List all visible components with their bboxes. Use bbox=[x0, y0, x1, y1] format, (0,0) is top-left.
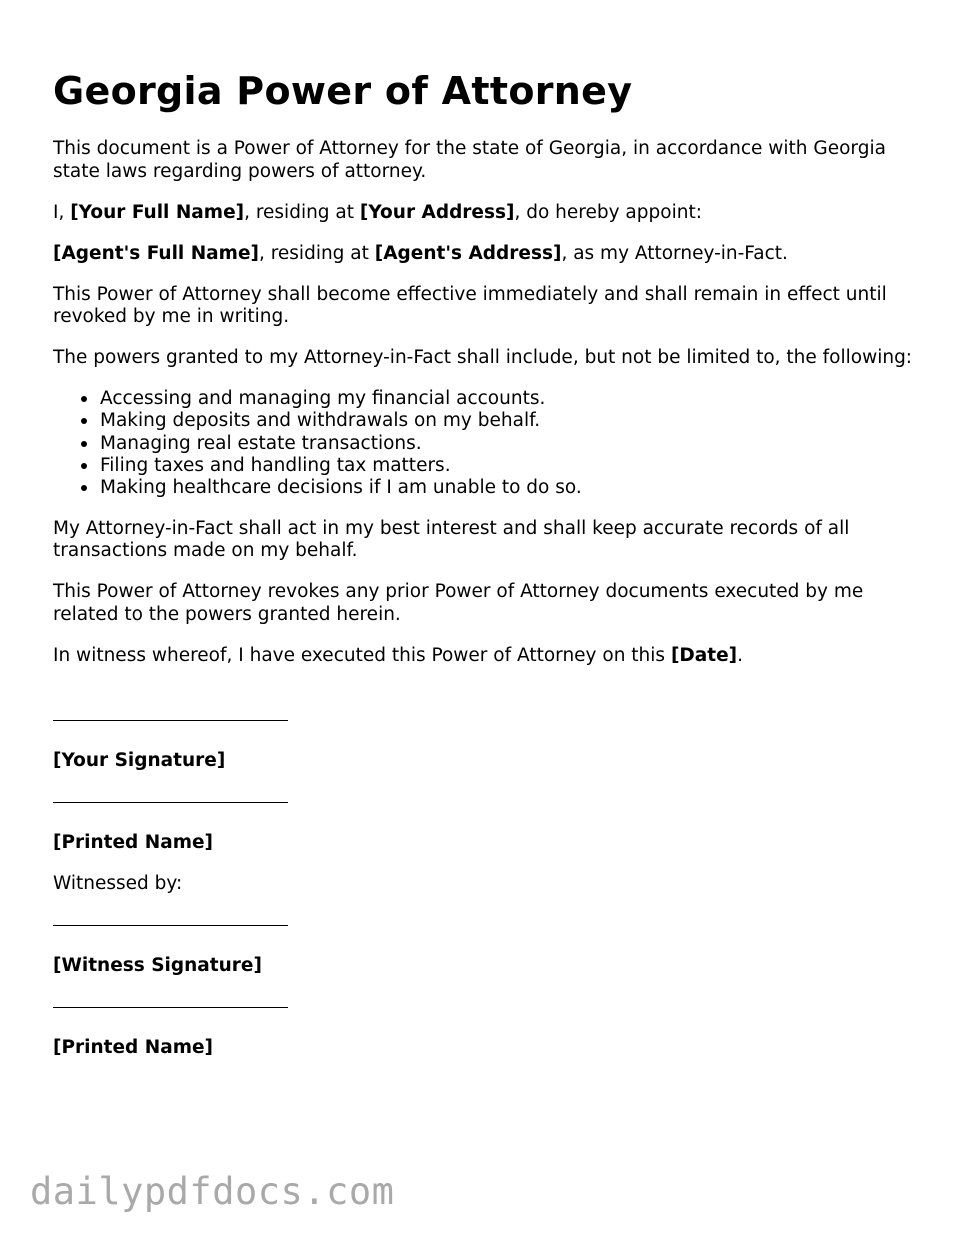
duty-paragraph: My Attorney-in-Fact shall act in my best interest and shall keep accurate records of all transactions made on my behalf. bbox=[53, 517, 850, 562]
powers-list-item: Managing real estate transactions. bbox=[100, 433, 913, 455]
revocation-paragraph: This Power of Attorney revokes any prior Power of Attorney documents executed by me related to the powers granted herein. bbox=[53, 581, 864, 625]
agent-name-placeholder: [Agent's Full Name] bbox=[53, 242, 259, 264]
witness-clause-text: In witness whereof, I have executed this Power of Attorney on this bbox=[53, 644, 671, 666]
witness-clause-end: . bbox=[737, 644, 743, 666]
printed-name-label-2: [Printed Name] bbox=[53, 1037, 213, 1058]
printed-name-label-1: [Printed Name] bbox=[53, 832, 213, 853]
principal-name-placeholder: [Your Full Name] bbox=[70, 201, 245, 223]
powers-list bbox=[53, 388, 913, 499]
your-signature-line[interactable] bbox=[53, 720, 288, 721]
powers-list-item: Filing taxes and handling tax matters. bbox=[100, 455, 913, 477]
witness-signature-label: [Witness Signature] bbox=[53, 955, 262, 976]
witnessed-by-label: Witnessed by: bbox=[53, 873, 183, 894]
agent-suffix: , as my Attorney-in-Fact. bbox=[561, 242, 788, 264]
appointment-paragraph bbox=[53, 202, 913, 225]
effective-paragraph: This Power of Attorney shall become effective immediately and shall remain in effect until revoked by me in writing. bbox=[53, 283, 887, 327]
witness-signature-line[interactable] bbox=[53, 925, 288, 926]
printed-name-line-1[interactable] bbox=[53, 802, 288, 803]
appoint-suffix: , do hereby appoint: bbox=[514, 201, 702, 223]
witness-clause bbox=[53, 645, 913, 668]
powers-list-item: Making healthcare decisions if I am unable to do so. bbox=[100, 477, 913, 499]
agent-paragraph bbox=[53, 243, 913, 266]
powers-intro-paragraph: The powers granted to my Attorney-in-Fact shall include, but not be limited to, the following: bbox=[53, 347, 913, 368]
powers-list-item: Accessing and managing my financial accounts. bbox=[100, 388, 913, 410]
date-placeholder: [Date] bbox=[670, 644, 738, 666]
your-signature-label: [Your Signature] bbox=[53, 750, 226, 771]
agent-mid: , residing at bbox=[258, 242, 375, 264]
printed-name-line-2[interactable] bbox=[53, 1007, 288, 1008]
appoint-mid: , residing at bbox=[244, 201, 360, 223]
appoint-prefix: I, bbox=[53, 201, 71, 223]
document-title: Georgia Power of Attorney bbox=[53, 69, 633, 113]
agent-address-placeholder: [Agent's Address] bbox=[374, 242, 562, 264]
powers-list-item: Making deposits and withdrawals on my behalf. bbox=[100, 410, 913, 432]
watermark-text: dailypdfdocs.com bbox=[30, 1170, 395, 1213]
document-body bbox=[53, 64, 913, 667]
principal-address-placeholder: [Your Address] bbox=[359, 201, 515, 223]
intro-paragraph: This document is a Power of Attorney for the state of Georgia, in accordance with Georgia state laws regarding powers of attorney. bbox=[53, 138, 886, 182]
